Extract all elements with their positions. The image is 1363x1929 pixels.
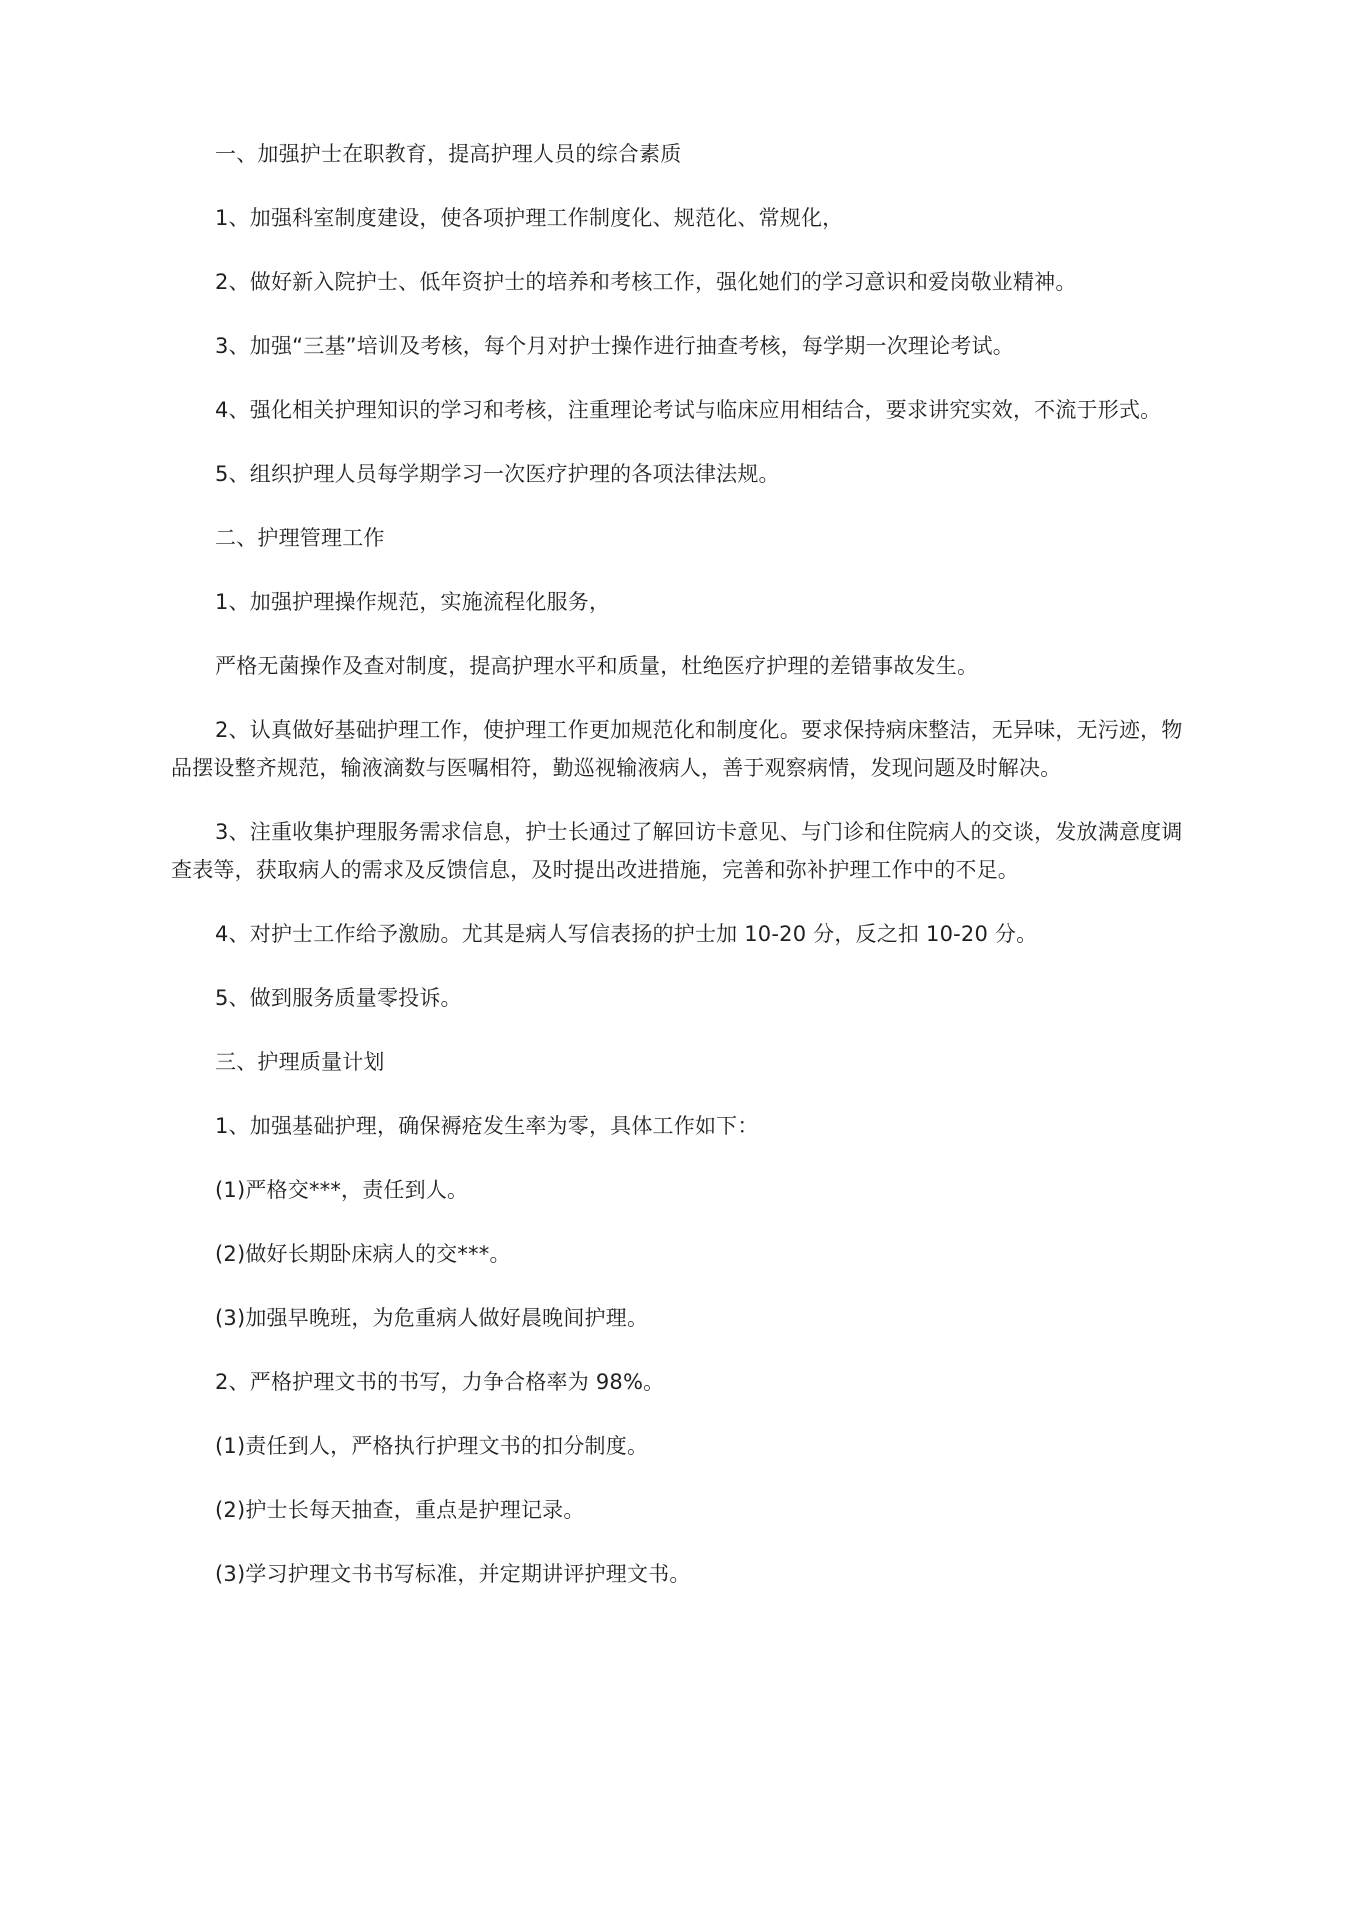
paragraph: 1、加强护理操作规范，实施流程化服务， bbox=[215, 590, 611, 614]
list-item: (2)护士长每天抽查，重点是护理记录。 bbox=[215, 1498, 585, 1522]
paragraph: 严格无菌操作及查对制度，提高护理水平和质量，杜绝医疗护理的差错事故发生。 bbox=[215, 654, 979, 678]
paragraph: 2、认真做好基础护理工作，使护理工作更加规范化和制度化。要求保持病床整洁，无异味，无污迹，物品摆设整齐规范，输液滴数与医嘱相符，勤巡视输液病人，善于观察病情，发现问题及时解决。 bbox=[171, 718, 1183, 780]
paragraph: 3、加强“三基”培训及考核，每个月对护士操作进行抽查考核，每学期一次理论考试。 bbox=[215, 334, 1014, 358]
paragraph: 2、严格护理文书的书写，力争合格率为 98%。 bbox=[215, 1370, 665, 1394]
document-body bbox=[171, 135, 1191, 1619]
section-heading-1: 一、加强护士在职教育，提高护理人员的综合素质 bbox=[215, 142, 682, 166]
section-heading-2: 二、护理管理工作 bbox=[215, 526, 385, 550]
list-item: (3)学习护理文书书写标准，并定期讲评护理文书。 bbox=[215, 1562, 691, 1586]
paragraph: 1、加强基础护理，确保褥疮发生率为零，具体工作如下： bbox=[215, 1114, 759, 1138]
paragraph: 5、组织护理人员每学期学习一次医疗护理的各项法律法规。 bbox=[215, 462, 780, 486]
paragraph: 2、做好新入院护士、低年资护士的培养和考核工作，强化她们的学习意识和爱岗敬业精神。 bbox=[215, 270, 1077, 294]
paragraph: 5、做到服务质量零投诉。 bbox=[215, 986, 462, 1010]
paragraph: 4、对护士工作给予激励。尤其是病人写信表扬的护士加 10-20 分，反之扣 10-20 分。 bbox=[215, 922, 1038, 946]
list-item: (3)加强早晚班，为危重病人做好晨晚间护理。 bbox=[215, 1306, 649, 1330]
paragraph: 3、注重收集护理服务需求信息，护士长通过了解回访卡意见、与门诊和住院病人的交谈，发放满意度调查表等，获取病人的需求及反馈信息，及时提出改进措施，完善和弥补护理工作中的不足。 bbox=[171, 820, 1183, 882]
list-item: (2)做好长期卧床病人的交***。 bbox=[215, 1242, 511, 1266]
section-heading-3: 三、护理质量计划 bbox=[215, 1050, 385, 1074]
paragraph: 1、加强科室制度建设，使各项护理工作制度化、规范化、常规化， bbox=[215, 206, 844, 230]
list-item: (1)责任到人，严格执行护理文书的扣分制度。 bbox=[215, 1434, 649, 1458]
list-item: (1)严格交***，责任到人。 bbox=[215, 1178, 469, 1202]
paragraph: 4、强化相关护理知识的学习和考核，注重理论考试与临床应用相结合，要求讲究实效，不流于形式。 bbox=[215, 398, 1162, 422]
